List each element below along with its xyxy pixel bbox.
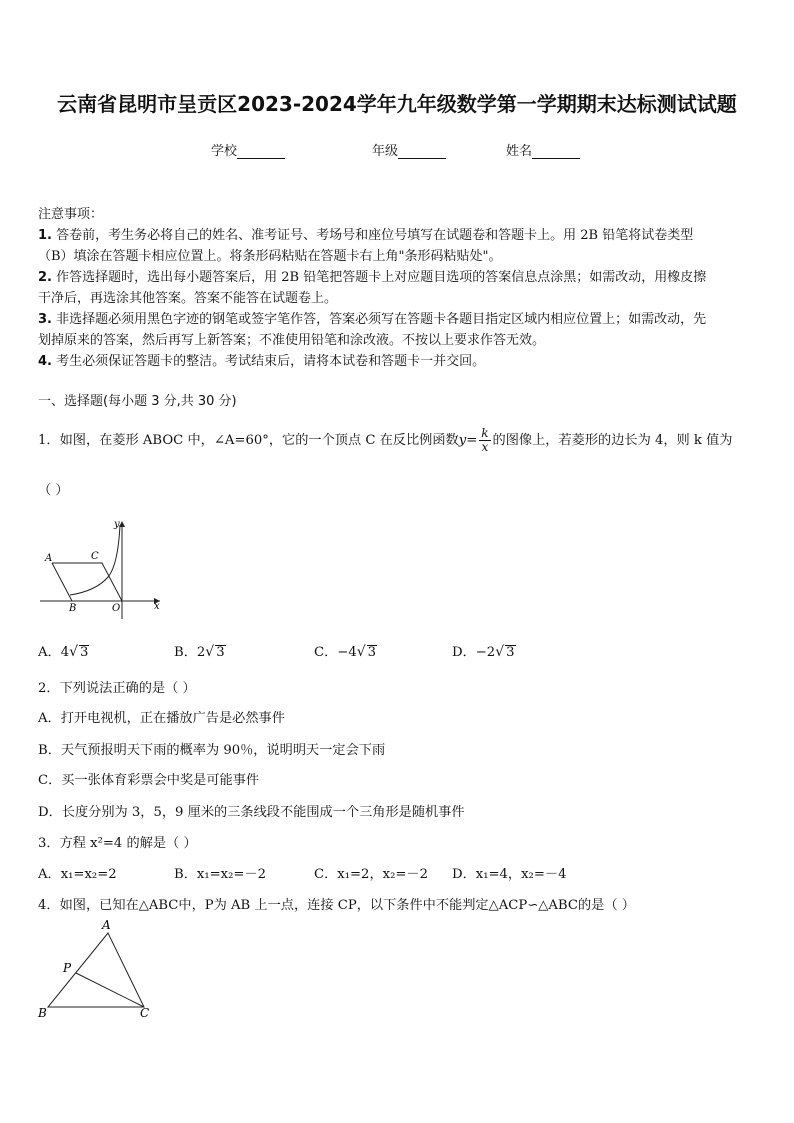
q1-fraction-denominator: x (481, 440, 489, 454)
q1-rhombus (52, 563, 122, 601)
note-1-line-2: （B）填涂在答题卡相应位置上。将条形码粘贴在答题卡右上角"条形码粘贴处"。 (38, 249, 502, 264)
note-1-line-1 (38, 224, 693, 243)
q1-lead: 1．如图，在菱形 ABOC 中，∠A=60°，它的一个顶点 C 在反比例函数 (38, 433, 459, 448)
question-4-stem: 4．如图，已知在△ABC中，P为 AB 上一点，连接 CP，以下条件中不能判定△ACP∽△ABC的是（ ） (38, 898, 635, 913)
q1-option-b-radicand: 3 (216, 645, 225, 660)
q1-option-b-prefix: B．2 (174, 645, 206, 660)
name-label: 姓名 (506, 144, 533, 159)
q3-option-d: D．x₁=4，x₂=－4 (452, 867, 567, 882)
q3-option-a: A．x₁=x₂=2 (38, 867, 117, 882)
q1-option-b (174, 641, 226, 660)
q1-fig-label-o: O (112, 603, 121, 614)
q1-option-d (452, 641, 516, 660)
q4-fig-label-c: C (140, 1006, 150, 1020)
q1-option-d-prefix: D．−2 (452, 645, 496, 660)
question-1-stem (38, 424, 733, 458)
q1-fig-label-y: y (114, 519, 120, 530)
q3-option-b: B．x₁=x₂=－2 (174, 867, 267, 882)
section-heading: 一、选择题(每小题 3 分,共 30 分) (38, 394, 237, 409)
q2-option-b: B．天气预报明天下雨的概率为 90％，说明明天一定会下雨 (38, 743, 386, 758)
note-2-line-1 (38, 266, 706, 285)
q1-answer-paren: （ ） (38, 483, 69, 498)
q1-tail: 的图像上，若菱形的边长为 4，则 k 值为 (492, 433, 733, 448)
question-2-stem: 2．下列说法正确的是（ ） (38, 681, 196, 696)
q1-option-b-root: √ (205, 644, 215, 660)
question-3-stem: 3．方程 x²=4 的解是（ ） (38, 836, 197, 851)
q1-fraction (479, 427, 490, 454)
q1-figure (36, 515, 166, 623)
grade-label: 年级 (372, 144, 399, 159)
note-3-line-2: 划掉原来的答案，然后再写上新答案；不准使用铅笔和涂改液。不按以上要求作答无效。 (38, 333, 546, 348)
q1-option-a (38, 641, 89, 660)
q3-option-c: C．x₁=2，x₂=－2 (314, 867, 428, 882)
note-2-text: 作答选择题时，选出每小题答案后，用 2B 铅笔把答题卡上对应题目选项的答案信息点涂黑；如需改动，用橡皮擦 (56, 270, 707, 285)
note-3-number: 3. (38, 312, 52, 327)
q1-option-d-root: √ (495, 644, 505, 660)
school-label: 学校 (211, 144, 238, 159)
note-1-text: 答卷前，考生务必将自己的姓名、准考证号、考场号和座位号填写在试题卷和答题卡上。用 2B 铅笔将试卷类型 (56, 228, 694, 243)
q1-option-c-root: √ (356, 644, 366, 660)
q1-y-var: y (458, 433, 467, 448)
q1-option-d-radicand: 3 (506, 645, 515, 660)
name-blank (532, 144, 580, 159)
q4-fig-label-a: A (102, 918, 111, 932)
page-title: 云南省昆明市呈贡区2023-2024学年九年级数学第一学期期末达标测试试题 (57, 92, 737, 116)
q1-fig-label-b: B (69, 603, 77, 614)
q1-fig-label-a: A (45, 553, 53, 564)
school-blank (237, 144, 285, 159)
q1-option-c-radicand: 3 (367, 645, 377, 660)
note-4-number: 4. (38, 354, 52, 369)
q1-option-a-prefix: A．4 (38, 645, 70, 660)
q2-option-d: D．长度分别为 3，5，9 厘米的三条线段不能围成一个三角形是随机事件 (38, 805, 465, 820)
grade-blank (398, 144, 446, 159)
note-4-line-1 (38, 350, 485, 369)
school-field (211, 140, 285, 159)
note-1-number: 1. (38, 228, 52, 243)
note-3-text: 非选择题必须用黑色字迹的钢笔或签字笔作答，答案必须写在答题卡各题目指定区域内相应位置上；如需改动，先 (56, 312, 707, 327)
q1-option-a-radicand: 3 (80, 645, 89, 660)
q4-fig-label-b: B (38, 1006, 47, 1020)
q4-segment-cp (76, 973, 144, 1007)
q1-fig-label-x: x (154, 601, 160, 612)
q1-fig-label-c: C (91, 551, 99, 562)
q2-option-a: A．打开电视机，正在播放广告是必然事件 (38, 711, 285, 726)
note-2-number: 2. (38, 270, 52, 285)
notes-heading: 注意事项： (38, 207, 104, 222)
q1-equals: = (466, 433, 478, 448)
name-field (506, 140, 580, 159)
grade-field (372, 140, 446, 159)
q2-option-c: C．买一张体育彩票会中奖是可能事件 (38, 773, 260, 788)
q1-option-c (314, 641, 377, 660)
note-3-line-1 (38, 308, 706, 327)
q1-fraction-numerator: k (481, 426, 489, 440)
q1-option-c-prefix: C．−4 (314, 645, 357, 660)
note-2-line-2: 干净后，再选涂其他答案。答案不能答在试题卷上。 (38, 291, 338, 306)
q4-figure (34, 915, 160, 1023)
q1-option-a-root: √ (69, 644, 79, 660)
note-4-text: 考生必须保证答题卡的整洁。考试结束后，请将本试卷和答题卡一并交回。 (56, 354, 486, 369)
q4-fig-label-p: P (63, 961, 72, 975)
